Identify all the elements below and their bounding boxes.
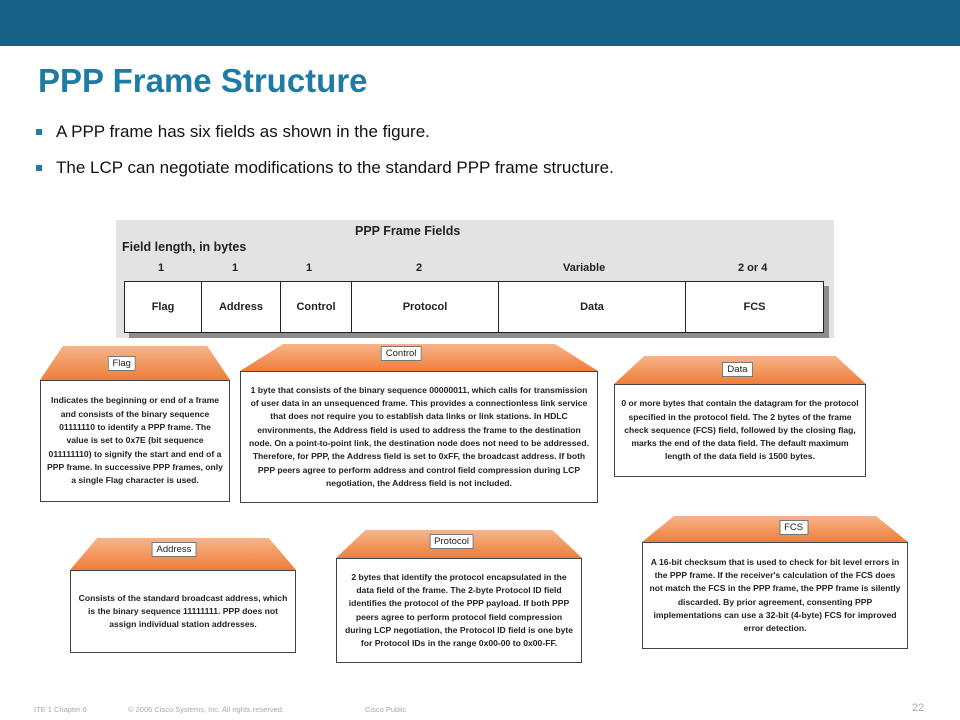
- length-control: 1: [306, 262, 313, 274]
- header-bar: [0, 0, 960, 46]
- length-flag: 1: [158, 262, 165, 274]
- callout-label: Control: [381, 346, 422, 361]
- callout-banner: [642, 516, 908, 542]
- ppp-frame-diagram: [124, 281, 824, 333]
- field-protocol: Protocol: [352, 282, 499, 332]
- bullet-square-icon: [36, 129, 42, 135]
- bullet-square-icon: [36, 165, 42, 171]
- callout-text: 1 byte that consists of the binary sequence 00000011, which calls for transmission of user data in an unsequenced frame. This provides a connectionless link service that does not require you to establish data links or link stations. In HDLC environments, the Address field is used to address the frame to the destination node. On a point-to-point link, the destination node does not need to be addressed. Therefore, for PPP, the Address field is set to 0xFF, the broadcast address. If both PPP peers agree to perform address and control field compression during LCP negotiation, the Address field is not included.: [240, 371, 598, 503]
- callout-label: Address: [152, 542, 197, 557]
- callout-label: Data: [722, 362, 752, 377]
- callout-text: 2 bytes that identify the protocol encapsulated in the data field of the frame. The 2-byte Protocol ID field identifies the protocol of the PPP payload. If both PPP peers agree to perform protocol field compression during LCP negotiation, the Protocol ID field is one byte for Protocol IDs in the range 0x00-00 to 0x00-FF.: [336, 558, 582, 663]
- footer-copyright: © 2006 Cisco Systems, Inc. All rights reserved.: [128, 705, 285, 714]
- callout-label: Protocol: [429, 534, 474, 549]
- bullet-list: [36, 122, 936, 194]
- callout-label: FCS: [779, 520, 808, 535]
- bullet-item: [36, 122, 936, 142]
- callout-text: Consists of the standard broadcast address, which is the binary sequence 11111111. PPP does not assign individual station addresses.: [70, 570, 296, 653]
- callout-protocol: [336, 530, 582, 663]
- bullet-item: [36, 158, 936, 178]
- length-protocol: 2: [416, 262, 423, 274]
- field-control: Control: [281, 282, 352, 332]
- field-address: Address: [202, 282, 281, 332]
- page-number: 22: [912, 702, 925, 714]
- footer-classification: Cisco Public: [365, 705, 407, 714]
- callout-control: [240, 344, 598, 503]
- callout-text: A 16-bit checksum that is used to check for bit level errors in the PPP frame. If the receiver's calculation of the FCS does not match the FCS in the PPP frame, the PPP frame is silently discarded. By prior agreement, consenting PPP implementations can use a 32-bit (4-byte) FCS for improved error detection.: [642, 542, 908, 649]
- callout-fcs: [642, 516, 908, 649]
- field-fcs: FCS: [743, 301, 766, 313]
- length-data: Variable: [563, 262, 606, 274]
- field-data: Data: [499, 282, 686, 332]
- field-flag: Flag: [125, 282, 202, 332]
- slide-title: PPP Frame Structure: [38, 62, 368, 99]
- callout-data: [614, 356, 866, 477]
- field-length-label: Field length, in bytes: [122, 240, 247, 254]
- bullet-text: A PPP frame has six fields as shown in the figure.: [56, 122, 430, 141]
- footer-course: ITE 1 Chapter 6: [34, 705, 87, 714]
- callout-address: [70, 538, 296, 653]
- callout-text: Indicates the beginning or end of a frame and consists of the binary sequence 01111110 to identify a PPP frame. The value is set to 0x7E (bit sequence 011111110) to signify the start and end of a PPP frame. In successive PPP frames, only a single Flag character is used.: [40, 380, 230, 502]
- figure-title: PPP Frame Fields: [355, 224, 461, 238]
- length-address: 1: [232, 262, 239, 274]
- callout-text: 0 or more bytes that contain the datagram for the protocol specified in the protocol field. The 2 bytes of the frame check sequence (FCS) field, followed by the closing flag, marks the end of the data field. The default maximum length of the data field is 1500 bytes.: [614, 384, 866, 477]
- bullet-text: The LCP can negotiate modifications to the standard PPP frame structure.: [56, 158, 614, 177]
- length-fcs: 2 or 4: [738, 262, 768, 274]
- callout-flag: [40, 346, 230, 502]
- callout-label: Flag: [107, 356, 135, 371]
